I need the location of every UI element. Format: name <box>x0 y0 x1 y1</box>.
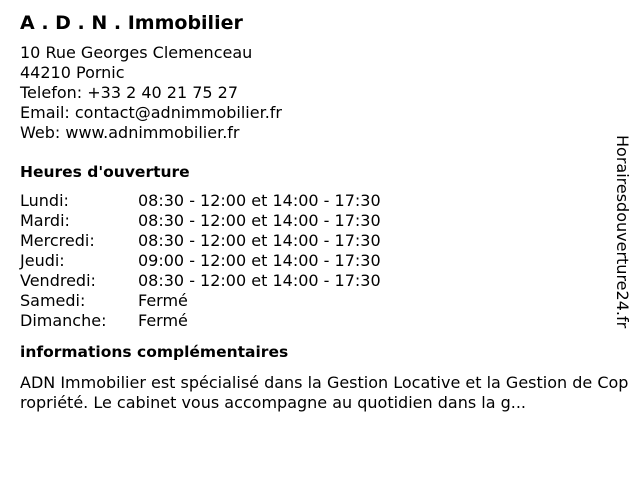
opening-hours-heading: Heures d'ouverture <box>20 163 190 181</box>
watermark-text: Horairesdouverture24.fr <box>613 135 632 329</box>
additional-info-heading: informations complémentaires <box>20 343 289 361</box>
hours-row-monday <box>20 191 620 211</box>
hours-row-friday <box>20 271 620 291</box>
day-label: Mardi: <box>20 211 70 230</box>
address-city: 44210 Pornic <box>20 63 125 82</box>
day-hours: 08:30 - 12:00 et 14:00 - 17:30 <box>138 231 381 250</box>
phone-line: Telefon: +33 2 40 21 75 27 <box>20 83 239 102</box>
hours-row-sunday <box>20 311 620 331</box>
day-label: Dimanche: <box>20 311 107 330</box>
day-label: Mercredi: <box>20 231 95 250</box>
email-line: Email: contact@adnimmobilier.fr <box>20 103 282 122</box>
hours-row-saturday <box>20 291 620 311</box>
contact-block <box>20 43 620 143</box>
day-hours: 08:30 - 12:00 et 14:00 - 17:30 <box>138 271 381 290</box>
day-label: Lundi: <box>20 191 69 210</box>
additional-info-text: ADN Immobilier est spécialisé dans la Gestion Locative et la Gestion de Copropriété. Le cabinet vous accompagne au quotidien dans la g... <box>20 373 629 412</box>
day-hours: 08:30 - 12:00 et 14:00 - 17:30 <box>138 191 381 210</box>
web-line: Web: www.adnimmobilier.fr <box>20 123 240 142</box>
hours-row-thursday <box>20 251 620 271</box>
hours-row-wednesday <box>20 231 620 251</box>
company-name: A . D . N . Immobilier <box>20 12 243 34</box>
day-hours: 08:30 - 12:00 et 14:00 - 17:30 <box>138 211 381 230</box>
address-street: 10 Rue Georges Clemenceau <box>20 43 253 62</box>
day-label: Vendredi: <box>20 271 96 290</box>
day-hours: Fermé <box>138 291 188 310</box>
day-hours: Fermé <box>138 311 188 330</box>
day-label: Samedi: <box>20 291 86 310</box>
hours-row-tuesday <box>20 211 620 231</box>
day-label: Jeudi: <box>20 251 65 270</box>
day-hours: 09:00 - 12:00 et 14:00 - 17:30 <box>138 251 381 270</box>
opening-hours-table <box>20 191 620 331</box>
